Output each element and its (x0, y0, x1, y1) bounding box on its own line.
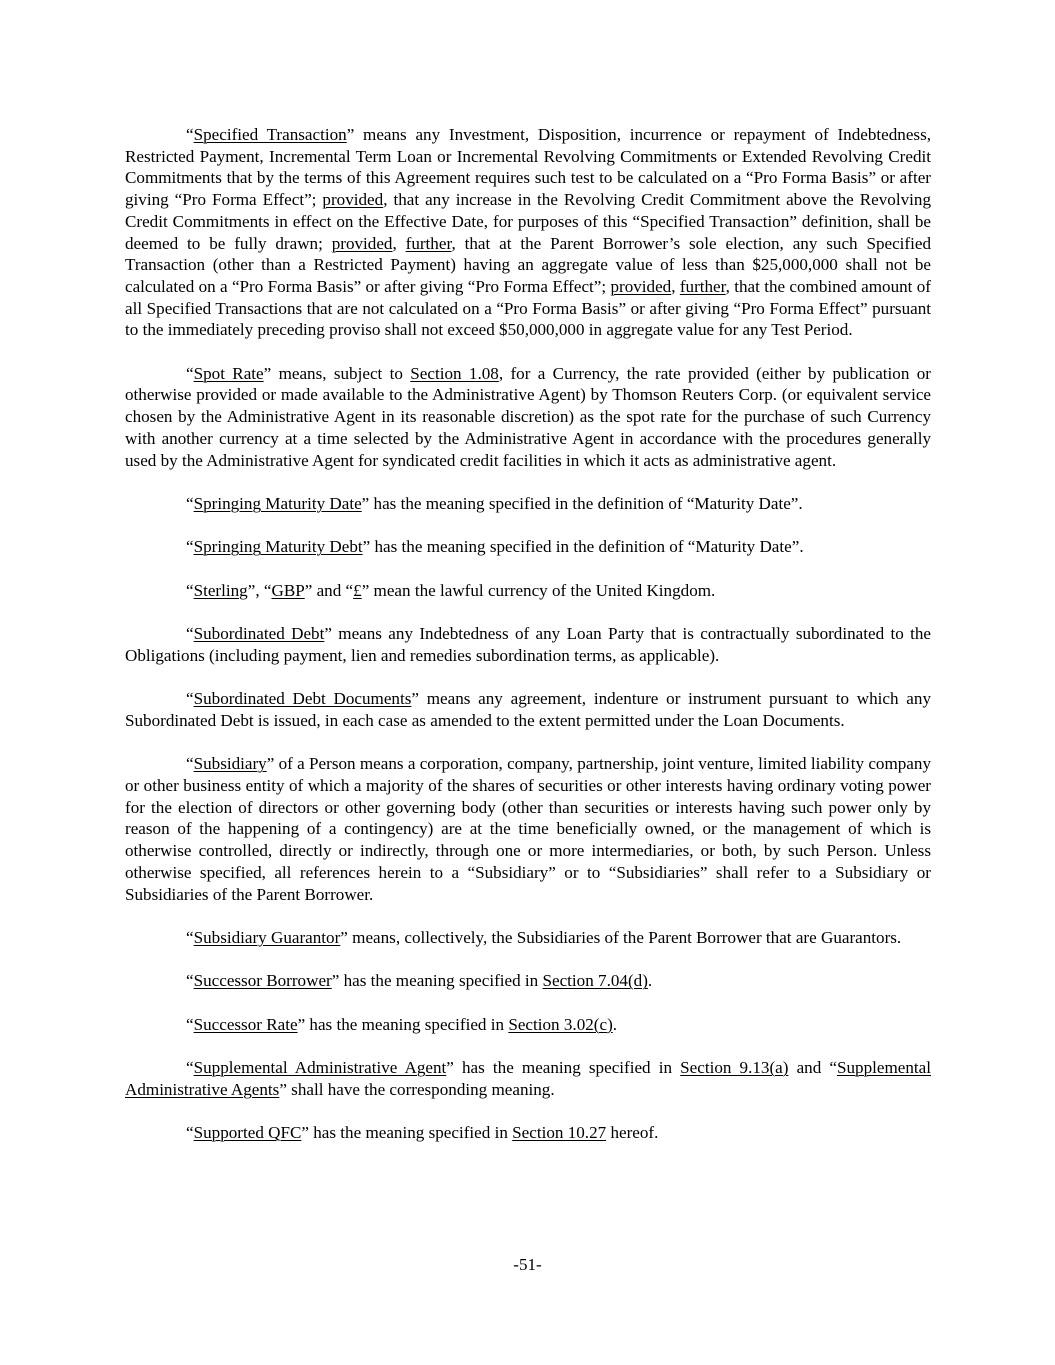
text-segment: ” has the meaning specified in (446, 1058, 681, 1078)
underlined-term: Spot Rate (193, 363, 264, 383)
text-segment: ” shall have the corresponding meaning. (279, 1079, 555, 1099)
underlined-term: Supplemental Administrative Agents (125, 1058, 931, 1099)
text-segment: , that at the Parent Borrower’s sole election, any such Specified Transaction (other than a Restricted Payment) having an aggregate value of less than $25,000,000 shall not be calculated on a “Pro Forma Basis” or after giving “Pro Forma Effect”; (125, 233, 932, 296)
text-segment: “ (186, 580, 194, 600)
text-segment: ” has the meaning specified in (301, 1123, 513, 1143)
underlined-term: Section 1.08 (410, 363, 499, 383)
text-segment: ” means, subject to (263, 363, 411, 383)
text-segment: ” has the meaning specified in the definition of “Maturity Date”. (362, 537, 804, 557)
document-page (125, 124, 931, 1166)
text-segment: ” has the meaning specified in (297, 1014, 509, 1034)
underlined-term: Section 3.02(c) (508, 1014, 613, 1034)
definition-paragraph (125, 1057, 931, 1100)
text-segment: , for a Currency, the rate provided (either by publication or otherwise provided or made available to the Administrative Agent) by Thomson Reuters Corp. (or equivalent service chosen by the Administrative Agent in its reasonable discretion) as the spot rate for the purchase of such Currency with another currency at a time selected by the Administrative Agent in accordance with the procedures generally used by the Administrative Agent for syndicated credit facilities in which it acts as administrative agent. (125, 363, 931, 470)
definition-paragraph (125, 536, 931, 558)
underlined-term: Successor Borrower (193, 971, 332, 991)
underlined-term: provided (610, 276, 672, 296)
underlined-term: Subsidiary (193, 754, 267, 774)
text-segment: , that the combined amount of all Specified Transactions that are not calculated on a “Pro Forma Basis” or after giving “Pro Forma Effect” pursuant to the immediately preceding proviso shall not exceed $50,000,000 in aggregate value for any Test Period. (125, 276, 932, 340)
text-segment: ” means any Indebtedness of any Loan Party that is contractually subordinated to the Obligations (including payment, lien and remedies subordination terms, as applicable). (125, 624, 932, 665)
text-segment: and “ (788, 1058, 837, 1078)
definition-paragraph (125, 927, 931, 949)
text-segment: . (612, 1014, 618, 1034)
definition-paragraph (125, 753, 931, 905)
page-number: -51- (513, 1255, 542, 1274)
text-segment: “ (186, 971, 194, 991)
underlined-term: further (679, 276, 726, 296)
underlined-term: Subordinated Debt Documents (193, 689, 412, 709)
underlined-term: Sterling (193, 580, 248, 600)
underlined-term: GBP (271, 580, 305, 600)
underlined-term: provided (331, 233, 393, 253)
underlined-term: Springing Maturity Date (193, 493, 362, 513)
definition-paragraph (125, 124, 931, 341)
text-segment: ” has the meaning specified in (331, 971, 543, 991)
definition-paragraph (125, 493, 931, 515)
text-segment: “ (186, 1123, 194, 1143)
text-segment: “ (186, 624, 194, 644)
text-segment: “ (186, 537, 194, 557)
text-segment: ” means, collectively, the Subsidiaries of the Parent Borrower that are Guarantors. (340, 927, 902, 947)
underlined-term: Section 10.27 (512, 1123, 607, 1143)
definition-paragraph (125, 1122, 931, 1144)
underlined-term: provided (322, 190, 384, 210)
definitions-list (125, 124, 931, 1144)
text-segment: ” and “ (304, 580, 354, 600)
underlined-term: Subordinated Debt (193, 624, 325, 644)
text-segment: , (392, 233, 406, 253)
text-segment: “ (186, 927, 194, 947)
text-segment: ” of a Person means a corporation, company, partnership, joint venture, limited liability company or other business entity of which a majority of the shares of securities or other interests having ordinary voting power for the election of directors or other governing body (other than securities or interests having such power only by reason of the happening of a contingency) are at the time beneficially owned, or the management of which is otherwise controlled, directly or indirectly, through one or more intermediaries, or both, by such Person. Unless otherwise specified, all references herein to a “Subsidiary” or to “Subsidiaries” shall refer to a Subsidiary or Subsidiaries of the Parent Borrower. (125, 754, 931, 904)
underlined-term: Section 7.04(d) (542, 971, 648, 991)
text-segment: , (671, 276, 680, 296)
underlined-term: £ (353, 580, 362, 600)
definition-paragraph (125, 580, 931, 602)
text-segment: ” has the meaning specified in the definition of “Maturity Date”. (361, 493, 803, 513)
text-segment: “ (186, 1058, 194, 1078)
underlined-term: Springing Maturity Debt (193, 537, 363, 557)
text-segment: . (647, 971, 653, 991)
text-segment: hereof. (606, 1123, 659, 1143)
definition-paragraph (125, 1014, 931, 1036)
underlined-term: Successor Rate (193, 1014, 298, 1034)
text-segment: “ (186, 754, 194, 774)
text-segment: ” means any Investment, Disposition, incurrence or repayment of Indebtedness, Restricted Payment, Incremental Term Loan or Incremental Revolving Commitments or Extended Revolving Credit Commitments that by the terms of this Agreement requires such test to be calculated on a “Pro Forma Basis” or after giving “Pro Forma Effect”; (125, 125, 931, 210)
text-segment: “ (186, 689, 194, 709)
text-segment: ”, “ (247, 580, 272, 600)
text-segment: “ (186, 1014, 194, 1034)
underlined-term: Supported QFC (193, 1123, 302, 1143)
definition-paragraph (125, 970, 931, 992)
underlined-term: Specified Transaction (193, 125, 347, 144)
text-segment: “ (186, 125, 194, 144)
definition-paragraph (125, 623, 931, 666)
underlined-term: Supplemental Administrative Agent (193, 1058, 447, 1078)
text-segment: ” mean the lawful currency of the United Kingdom. (361, 580, 716, 600)
underlined-term: Section 9.13(a) (680, 1058, 789, 1078)
text-segment: ” means any agreement, indenture or instrument pursuant to which any Subordinated Debt is issued, in each case as amended to the extent permitted under the Loan Documents. (125, 689, 931, 730)
underlined-term: Subsidiary Guarantor (193, 927, 341, 947)
definition-paragraph (125, 688, 931, 731)
text-segment: , that any increase in the Revolving Credit Commitment above the Revolving Credit Commitments in effect on the Effective Date, for purposes of this “Specified Transaction” definition, shall be deemed to be fully drawn; (125, 190, 931, 253)
text-segment: “ (186, 363, 194, 383)
underlined-term: further (405, 233, 452, 253)
text-segment: “ (186, 493, 194, 513)
definition-paragraph (125, 363, 931, 472)
